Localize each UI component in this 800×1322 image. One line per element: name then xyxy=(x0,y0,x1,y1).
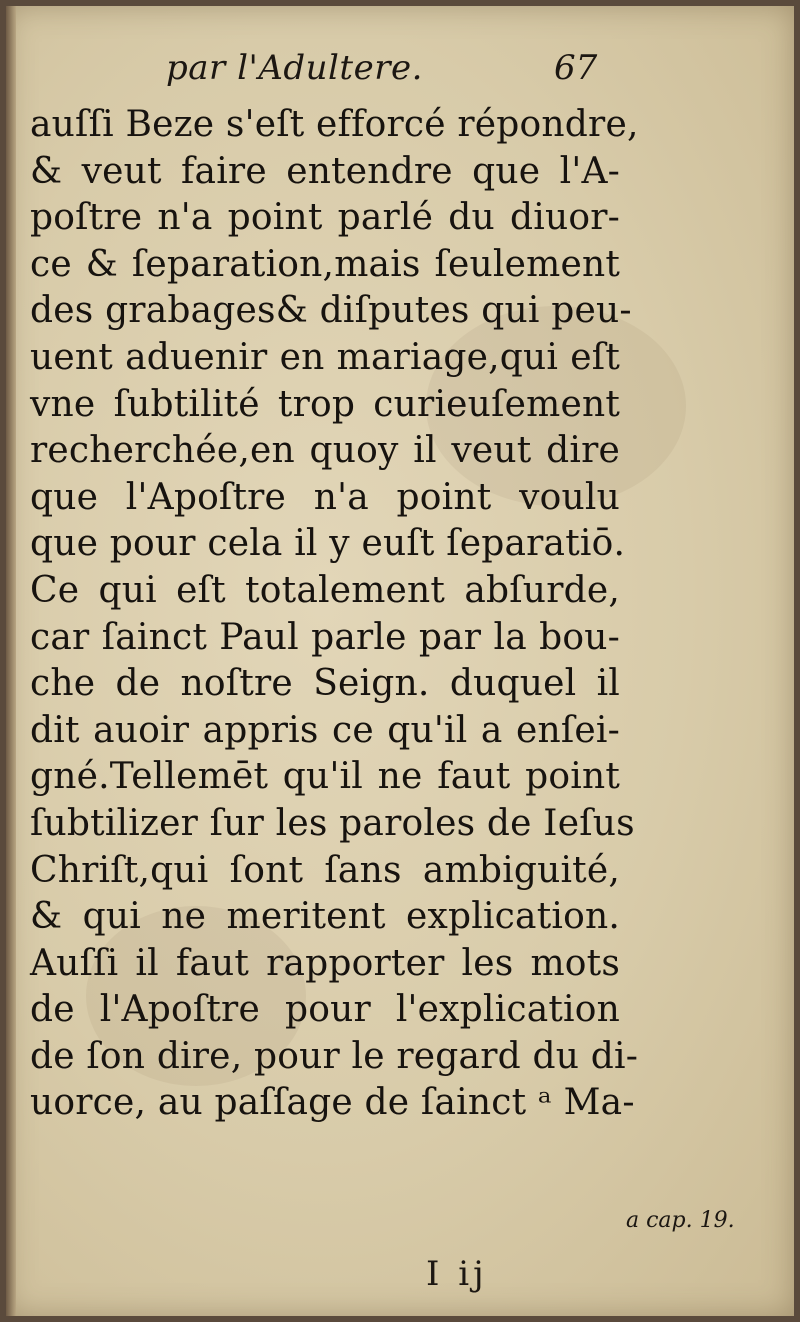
text-line: ce & ſeparation,mais ſeulement xyxy=(30,243,620,285)
text-line: gné.Tellemēt qu'il ne faut point xyxy=(30,756,620,798)
signature-mark: I ij xyxy=(426,1254,488,1294)
book-page xyxy=(6,6,794,1316)
text-line: & veut faire entendre que l'A- xyxy=(30,150,620,192)
text-line: & qui ne meritent explication. xyxy=(30,896,620,938)
text-line: uorce, au paſſage de ſainct ᵃ Ma- xyxy=(30,1082,635,1124)
text-line: car ſainct Paul parle par la bou- xyxy=(30,616,620,658)
text-line: Ce qui eſt totalement abſurde, xyxy=(30,569,620,611)
body-text xyxy=(30,102,639,1127)
text-line: des grabages& diſputes qui peu- xyxy=(30,290,632,332)
page-number: 67 xyxy=(554,48,598,88)
text-line: vne ſubtilité trop curieuſement xyxy=(30,383,620,425)
text-line: Auſſi il faut rapporter les mots xyxy=(30,942,620,984)
text-line: que l'Apoſtre n'a point voulu xyxy=(30,476,620,518)
text-line: poſtre n'a point parlé du diuor- xyxy=(30,197,620,239)
text-line: dit auoir appris ce qu'il a enſei- xyxy=(30,709,620,751)
text-line: Chriſt,qui ſont ſans ambiguité, xyxy=(30,849,620,891)
marginal-note: a cap. 19. xyxy=(626,1208,735,1233)
text-line: uent aduenir en mariage,qui eſt xyxy=(30,336,620,378)
text-line: de l'Apoſtre pour l'explication xyxy=(30,989,620,1031)
text-line: que pour cela il y euſt ſeparatiō. xyxy=(30,523,626,565)
binding-edge xyxy=(6,6,16,1316)
running-title: par l'Adultere. xyxy=(166,48,423,88)
text-line: ſubtilizer ſur les paroles de Ieſus xyxy=(30,802,635,844)
text-line: recherchée,en quoy il veut dire xyxy=(30,430,620,472)
text-line: auſſi Beze s'eſt efforcé répondre, xyxy=(30,104,639,145)
text-line: che de noſtre Seign. duquel il xyxy=(30,663,620,705)
text-line: de ſon dire, pour le regard du di- xyxy=(30,1035,639,1077)
